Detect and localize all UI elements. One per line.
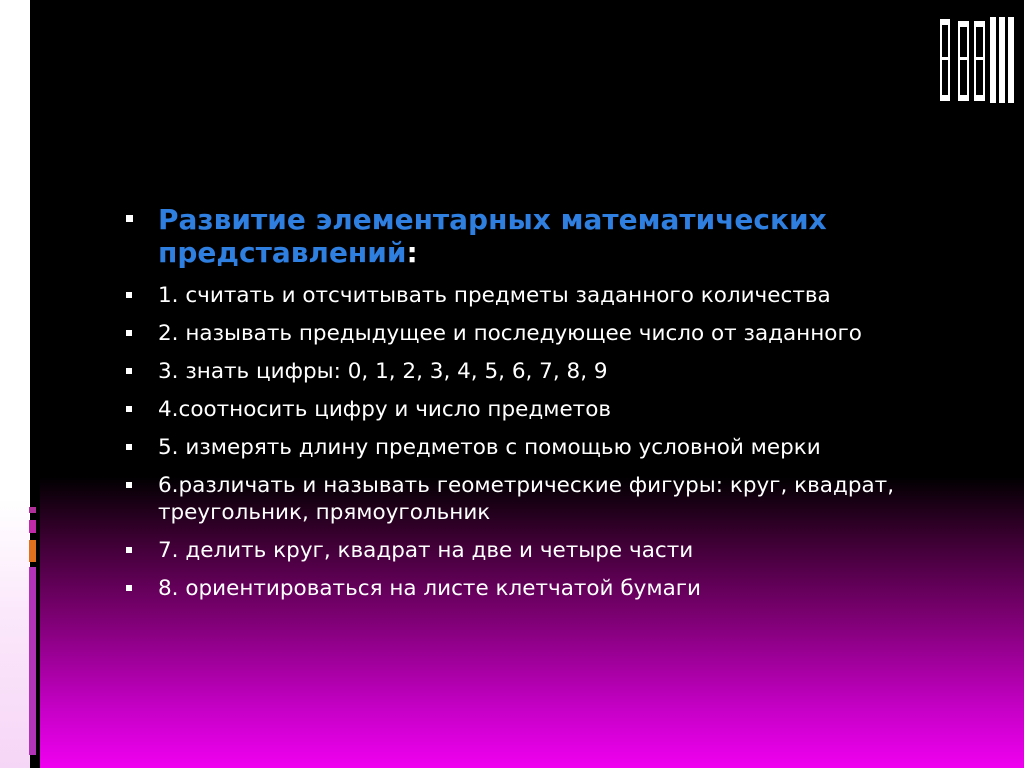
list-item-text: 6.различать и называть геометрические фигуры: круг, квадрат, треугольник, прямоугольник bbox=[158, 473, 895, 525]
square-bullet-icon bbox=[126, 368, 132, 374]
accent-bar bbox=[29, 567, 36, 755]
list-item bbox=[120, 575, 990, 602]
square-bullet-icon bbox=[126, 482, 132, 488]
accent-bar bbox=[29, 540, 36, 562]
accent-bar bbox=[29, 507, 36, 513]
heading-colon: : bbox=[406, 236, 418, 269]
square-bullet-icon bbox=[126, 585, 132, 591]
heading-text: Развитие элементарных математических представлений bbox=[158, 203, 827, 269]
square-bullet-icon bbox=[126, 406, 132, 412]
accent-bar bbox=[29, 520, 36, 533]
list-item-text: 5. измерять длину предметов с помощью условной мерки bbox=[158, 435, 821, 460]
slide-heading bbox=[120, 203, 990, 269]
square-bullet-icon bbox=[126, 330, 132, 336]
list-item-text: 1. считать и отсчитывать предметы заданного количества bbox=[158, 283, 831, 308]
list-item bbox=[120, 472, 990, 526]
square-bullet-icon bbox=[126, 292, 132, 298]
list-item bbox=[120, 434, 990, 461]
books-icon bbox=[937, 17, 1019, 103]
square-bullet-icon bbox=[126, 215, 133, 222]
list-item bbox=[120, 320, 990, 347]
square-bullet-icon bbox=[126, 547, 132, 553]
list-item-text: 7. делить круг, квадрат на две и четыре части bbox=[158, 538, 694, 563]
list-item bbox=[120, 396, 990, 423]
list-item-text: 4.соотносить цифру и число предметов bbox=[158, 397, 612, 422]
slide-content bbox=[120, 203, 990, 613]
list-item-text: 3. знать цифры: 0, 1, 2, 3, 4, 5, 6, 7, 8, 9 bbox=[158, 359, 608, 384]
list-item bbox=[120, 537, 990, 564]
list-item-text: 2. называть предыдущее и последующее число от заданного bbox=[158, 321, 862, 346]
list-item-text: 8. ориентироваться на листе клетчатой бумаги bbox=[158, 576, 702, 601]
list-item bbox=[120, 358, 990, 385]
list-item bbox=[120, 282, 990, 309]
square-bullet-icon bbox=[126, 444, 132, 450]
